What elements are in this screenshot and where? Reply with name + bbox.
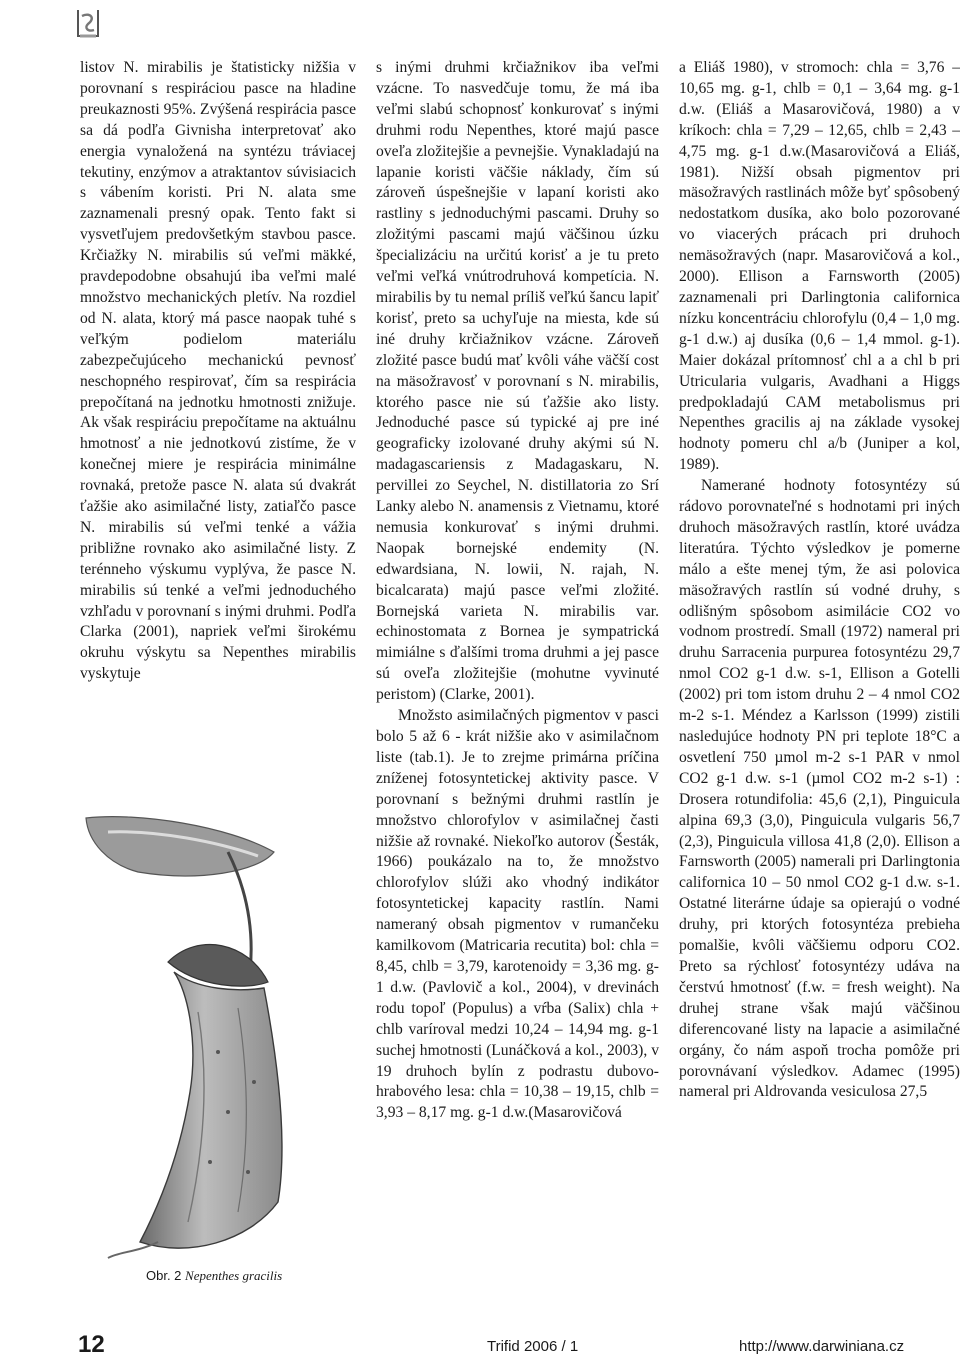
article-column-3 bbox=[679, 58, 960, 1103]
article-column-1 bbox=[80, 58, 356, 685]
article-paragraph: listov N. mirabilis je štatisticky nižšia v porovnaní s respiráciou pasce na hladine preukaznosti 95%. Zvýšená respirácia pasce sa dá podľa Givnisha interpretovať ako energia vynaložená na syntézu tráviacej tekutiny, enzýmov a atraktantov súvisiacich s vábením koristi. Pri N. alata sme zaznamenali presný opak. Tento fakt si vysvetľujem predovšetkým stavbou pasce. Krčiažky N. mirabilis sú veľmi mäkké, pravdepodobne obsahujú iba veľmi malé množstvo mechanických pletív. Na rozdiel od N. alata, ktorý má pasce naopak tuhé s veľkým podielom materiálu zabezpečujúceho mechanickú pevnosť neschopného respirovať, čím sa respirácia prepočítaná na jednotku hmotnosti znižuje. Ak však respiráciu prepočítame na aktuálnu hmotnosť a nie jednotkovú zistíme, že v konečnej miere je respirácia minimálne rovnaká, pretože pasce N. alata sú dvakrát ťažšie ako asimilačné listy, zatiaľčo pasce N. mirabilis sú veľmi tenké a vážia približne rovnako ako asimilačné listy. Z terénneho výskumu vyplýva, že pasce N. mirabilis sú tenké a veľmi jednoduchého vzhľadu v porovnaní s inými druhmi. Podľa Clarka (2001), napriek veľmi širokému okruhu výskytu sa Nepenthes mirabilis vyskytuje bbox=[80, 59, 356, 683]
article-column-2 bbox=[376, 58, 659, 1124]
article-paragraph: s inými druhmi krčiažnikov iba veľmi vzácne. To nasvedčuje tomu, že má iba veľmi slabú schopnosť konkurovať s inými druhmi rodu Nepenthes, ktoré majú pasce oveľa zložitejšie a pevnejšie. Vynakladajú na lapanie koristi väčšie náklady, čím sú zároveň úspešnejšie v lapaní koristi ako rastliny s jednoduchými pascami. Druhy so zložitými pascami majú väčšinou úzku špecializáciu na určitú korisť a je tu preto veľmi veľká vnútrodruhová kompetícia. N. mirabilis by tu nemal príliš veľkú šancu lapiť korisť, preto sa uchyľuje na miesta, kde sú iné druhy krčiažnikov vzácne. Zároveň zložité pasce budú mať kvôli váhe väčší cost na mäsožravosť v porovnaní s N. mirabilis, ktorého pasce nie sú ťažšie ako listy. Jednoduché pasce sú typické aj pre iné geograficky izolované druhy akými sú N. madagascariensis z Madagaskaru, N. pervillei zo Seychel, N. distillatoria zo Srí Lanky alebo N. anamensis z Vietnamu, ktoré nemusia konkurovať s inými druhmi. Naopak bornejské endemity (N. edwardsiana, N. lowii, N. rajah, N. bicalcarata) majú pasce veľmi zložité. Bornejská varieta N. mirabilis var. echinostomata z Bornea je sympatrická mimiálne s ďalšími troma druhmi a jej pasce sú oveľa zložitejšie (mohutne vyvinuté peristom) (Clarke, 2001). bbox=[376, 59, 659, 704]
website-link[interactable]: http://www.darwiniana.cz bbox=[739, 1338, 905, 1355]
article-paragraph: Množsto asimilačných pigmentov v pasci bolo 5 až 6 - krát nižšie ako v asimilačnom liste (tab.1). Je to zrejme primárna príčina zníženej fotosyntetickej aktivity pasce. V porovnaní s bežnými druhmi rastlín je množstvo chlorofylov v asimilačnej časti nižšie až rovnaké. Niekoľko autorov (Šesták, 1966) poukázalo na to, že množstvo chlorofylov slúži ako vhodný indikátor fotosyntetickej kapacity rastlín. Nami nameraný obsah pigmentov v rumančeku kamilkovom (Matricaria recutita) bol: chla = 8,45, chlb = 3,79, karotenoidy = 3,36 mg. g-1 d.w. (Pavlovič a kol., 2004), v drevinách rodu topoľ (Populus) a vŕba (Salix) chla + chlb varíroval medzi 10,24 – 14,94 mg. g-1 suchej hmotnosti (Lunáčková a kol., 2003), v 19 druhoch bylín z podrastu dubovo-hrabového lesa: chla = 10,38 – 19,15, chlb = 3,93 – 8,17 mg. g-1 d.w.(Masarovičová bbox=[376, 707, 659, 1122]
nepenthes-pitcher-illustration bbox=[78, 812, 318, 1262]
page-number: 12 bbox=[78, 1331, 105, 1358]
figure-caption bbox=[146, 1268, 282, 1284]
article-paragraph: Namerané hodnoty fotosyntézy sú rádovo porovnateľné s hodnotami pri iných druhoch mäsožravých rastlín, ktoré uvádza literatúra. Týchto výsledkov je pomerne málo a ešte menej tým, že asi polovica mäsožravých rastlín sú vodné druhy, s odlišným spôsobom asimilácie CO2 vo vodnom prostredí. Small (1972) nameral pri druhu Sarracenia purpurea fotosyntézu 29,7 nmol CO2 g-1 d.w. s-1, Ellison a Gotelli (2002) pri tom istom druhu 2 – 4 nmol CO2 m-2 s-1. Méndez a Karlsson (1999) zistili nasledujúce hodnoty PN pri teplote 18°C a osvetlení 750 µmol m-2 s-1 PAR v nmol CO2 g-1 d.w. s-1 (µmol CO2 m-2 s-1) : Drosera rotundifolia: 45,6 (2,1), Pinguicula alpina 69,3 (3,0), Pinguicula vulgaris 56,7 (2,3), Pinguicula villosa 41,8 (2,0). Ellison a Farnsworth (2005) namerali pri Darlingtonia californica 10 – 50 nmol CO2 g-1 d.w. s-1. Ostatné literárne údaje sa opierajú o vodné druhy, pri ktorých fotosyntéza prebieha pomalšie, kvôli väčšiemu odporu CO2. Preto sa rýchlosť fotosyntézy udáva na čerstvú hmotnosť (f.w. = fresh weight). Na druhej strane však majú väčšinou diferencované listy na lapacie a asimilačné orgány, čo nám aspoň trocha pomôže pri porovnávaní výsledkov. Adamec (1995) nameral pri Aldrovanda vesiculosa 27,5 bbox=[679, 477, 960, 1101]
journal-logo-icon bbox=[74, 6, 104, 42]
figure-caption-label: Obr. 2 bbox=[146, 1268, 182, 1283]
article-paragraph: a Eliáš 1980), v stromoch: chla = 3,76 – 10,65 mg. g-1, chlb = 0,1 – 3,64 mg. g-1 d.w. (Eliáš a Masarovičová, 1980) a v kríkoch: chla = 7,29 – 12,65, chlb = 2,43 – 4,75 mg. g-1 d.w.(Masarovičová a Eliáš, 1981). Nižší obsah pigmentov pri mäsožravých rastlinách môže byť spôsobený nedostatkom dusíka, ako bolo pozorované vo viacerých prácach pri druhoch nemäsožravých (napr. Masarovičová a kol., 2000). Ellison a Farnsworth (2005) zaznamenali pri Darlingtonia californica nízku koncentráciu chlorofylu (0,4 – 1,0 mg. g-1 d.w.) aj dusíka (0,6 – 1,4 mmol. g-1). Maier dokázal prítomnosť chl a a chl b pri Utricularia vulgaris, Avadhani a Higgs predpokladajú CAM metabolismus pri Nepenthes gracilis aj na základe vysokej hodnoty pomeru chl a/b (Juniper a kol, 1989). bbox=[679, 59, 960, 474]
figure-caption-species: Nepenthes gracilis bbox=[185, 1268, 283, 1283]
journal-issue: Trifid 2006 / 1 bbox=[487, 1338, 579, 1355]
